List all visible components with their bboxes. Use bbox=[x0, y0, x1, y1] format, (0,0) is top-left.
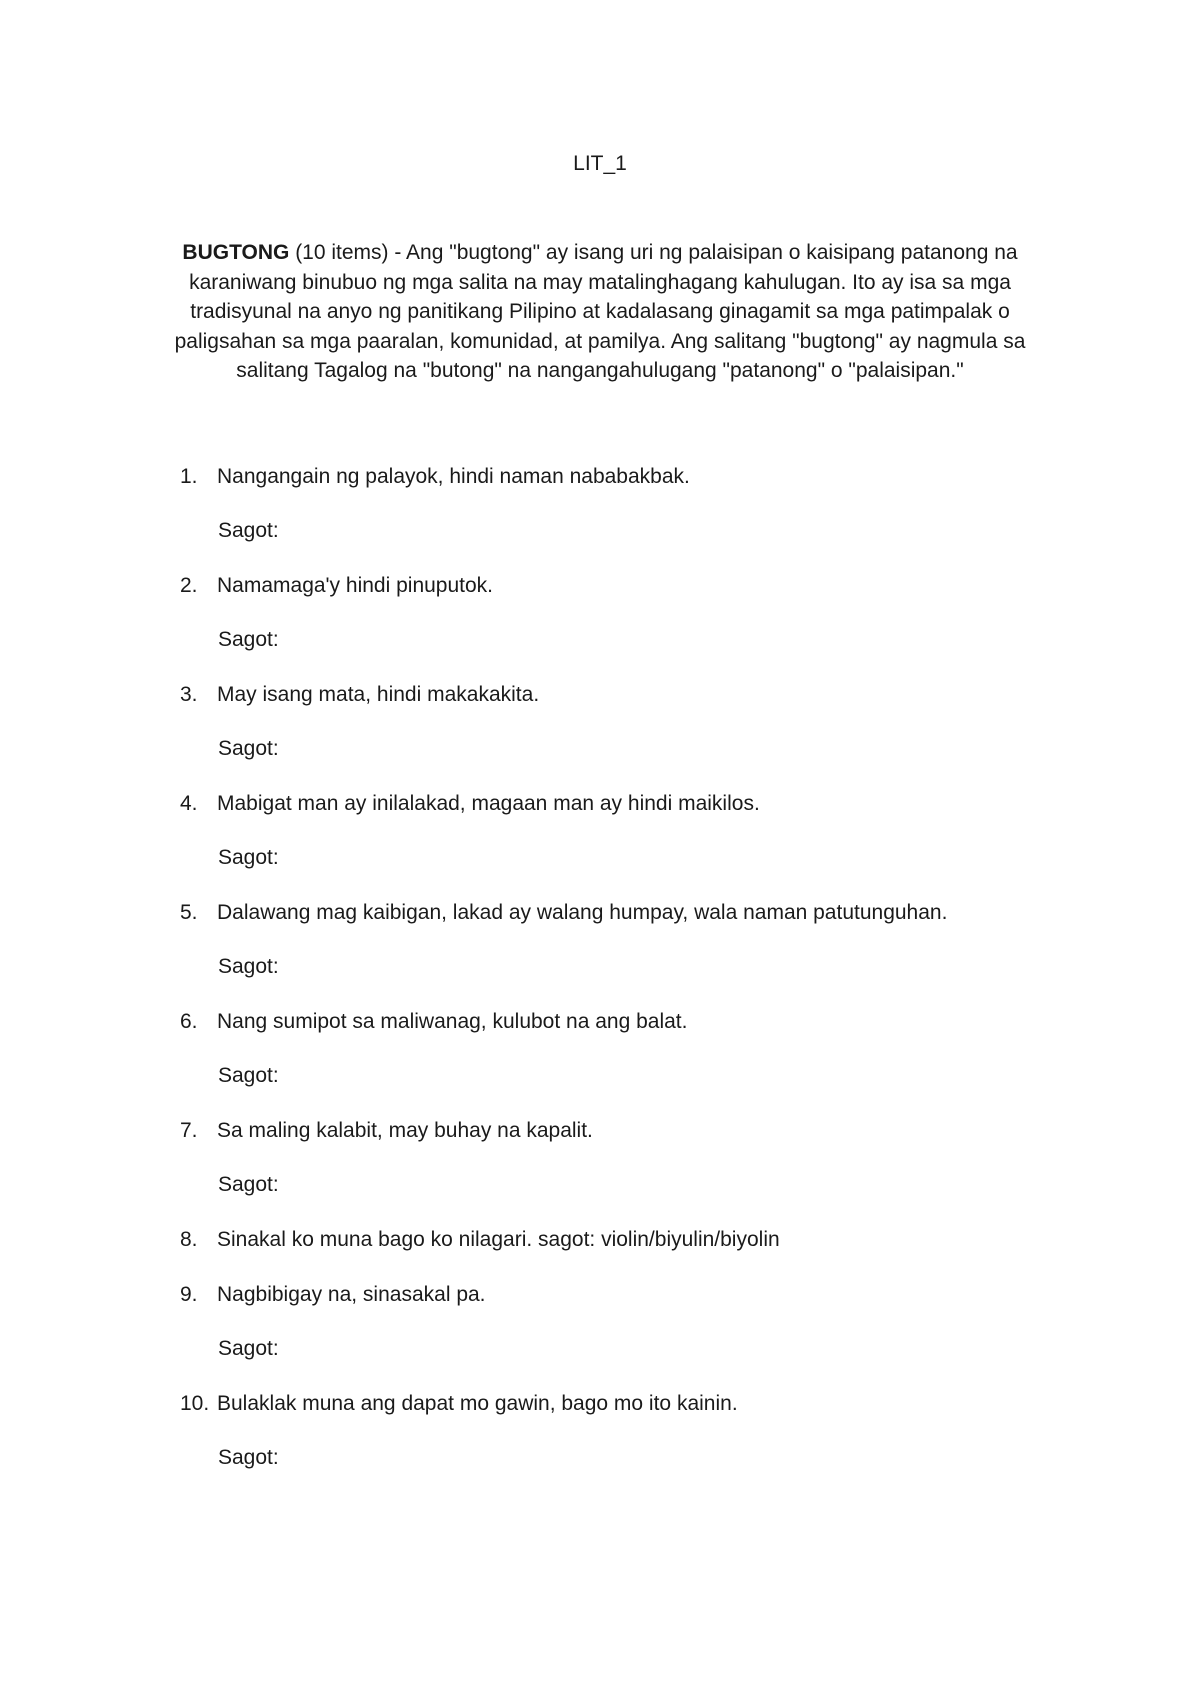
intro-paragraph bbox=[150, 238, 1050, 386]
riddle-number: 5. bbox=[180, 901, 198, 924]
answer-label: Sagot: bbox=[218, 737, 279, 760]
riddle-question: Sinakal ko muna bago ko nilagari. sagot: violin/biyulin/biyolin bbox=[217, 1228, 780, 1251]
answer-label: Sagot: bbox=[218, 1064, 279, 1087]
riddle-item bbox=[0, 681, 1200, 790]
riddle-question: Mabigat man ay inilalakad, magaan man ay hindi maikilos. bbox=[217, 792, 760, 815]
riddle-item bbox=[0, 1226, 1200, 1281]
riddle-number: 8. bbox=[180, 1228, 198, 1251]
riddle-question: Nagbibigay na, sinasakal pa. bbox=[217, 1283, 486, 1306]
riddle-number: 7. bbox=[180, 1119, 198, 1142]
answer-label: Sagot: bbox=[218, 955, 279, 978]
answer-label: Sagot: bbox=[218, 1446, 279, 1469]
riddle-question: Bulaklak muna ang dapat mo gawin, bago mo ito kainin. bbox=[217, 1392, 738, 1415]
riddle-item bbox=[0, 790, 1200, 899]
riddle-question: Namamaga'y hindi pinuputok. bbox=[217, 574, 494, 597]
riddle-list bbox=[0, 463, 1200, 1499]
riddle-item bbox=[0, 899, 1200, 1008]
riddle-number: 6. bbox=[180, 1010, 198, 1033]
answer-label: Sagot: bbox=[218, 846, 279, 869]
riddle-number: 1. bbox=[180, 465, 198, 488]
riddle-question: May isang mata, hindi makakakita. bbox=[217, 683, 540, 706]
riddle-item bbox=[0, 463, 1200, 572]
answer-label: Sagot: bbox=[218, 1173, 279, 1196]
riddle-item bbox=[0, 1008, 1200, 1117]
riddle-number: 3. bbox=[180, 683, 198, 706]
riddle-item bbox=[0, 1390, 1200, 1499]
riddle-question: Nang sumipot sa maliwanag, kulubot na ang balat. bbox=[217, 1010, 688, 1033]
intro-text: (10 items) - Ang "bugtong" ay isang uri ng palaisipan o kaisipang patanong na karaniwang binubuo ng mga salita na may matalinghagang kahulugan. Ito ay isa sa mga tradisyunal na anyo ng panitikang Pilipino at kadalasang ginagamit sa mga patimpalak o paligsahan sa mga paaralan, komunidad, at pamilya. Ang salitang "bugtong" ay nagmula sa salitang Tagalog na "butong" na nangangahulugang "patanong" o "palaisipan." bbox=[174, 241, 1026, 382]
riddle-item bbox=[0, 572, 1200, 681]
answer-label: Sagot: bbox=[218, 628, 279, 651]
intro-heading: BUGTONG bbox=[182, 241, 290, 264]
riddle-item bbox=[0, 1117, 1200, 1226]
riddle-number: 9. bbox=[180, 1283, 198, 1306]
document-title: LIT_1 bbox=[573, 152, 627, 175]
riddle-number: 10. bbox=[180, 1392, 210, 1415]
answer-label: Sagot: bbox=[218, 1337, 279, 1360]
riddle-number: 4. bbox=[180, 792, 198, 815]
riddle-number: 2. bbox=[180, 574, 198, 597]
riddle-item bbox=[0, 1281, 1200, 1390]
answer-label: Sagot: bbox=[218, 519, 279, 542]
riddle-question: Sa maling kalabit, may buhay na kapalit. bbox=[217, 1119, 593, 1142]
riddle-question: Nangangain ng palayok, hindi naman nababakbak. bbox=[217, 465, 690, 488]
riddle-question: Dalawang mag kaibigan, lakad ay walang humpay, wala naman patutunguhan. bbox=[217, 901, 948, 924]
